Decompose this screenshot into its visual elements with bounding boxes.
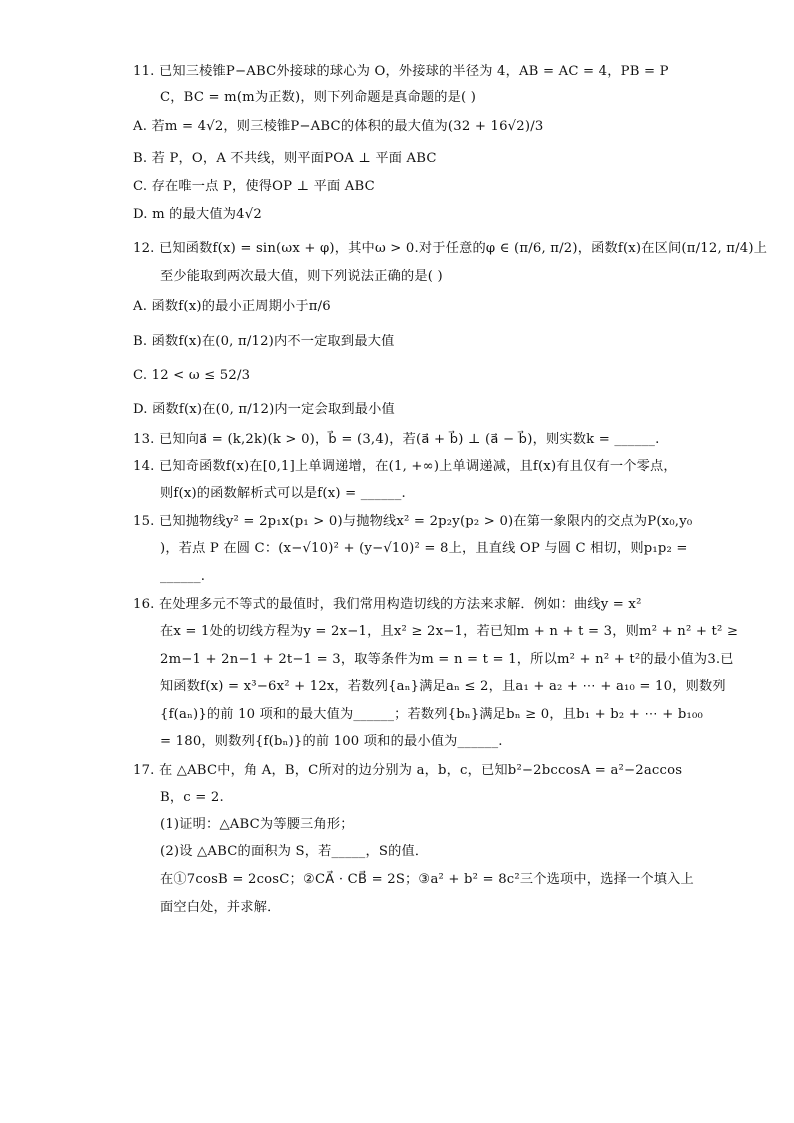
q16-line-2: 在x = 1处的切线方程为y = 2x−1，且x² ≥ 2x−1，若已知m + n + t = 3，则m² + n² + t² ≥ xyxy=(160,624,739,639)
q12-option-b: B. 函数f(x)在(0, π/12)内不一定取到最大值 xyxy=(133,334,395,349)
q17-line-2: B，c = 2. xyxy=(160,790,224,805)
q11-option-c: C. 存在唯一点 P，使得OP ⊥ 平面 ABC xyxy=(133,179,375,194)
q12-option-a: A. 函数f(x)的最小正周期小于π/6 xyxy=(133,299,331,314)
q16-line-5: {f(aₙ)}的前 10 项和的最大值为______；若数列{bₙ}满足bₙ ≥ 0，且b₁ + b₂ + ⋯ + b₁₀₀ xyxy=(160,707,703,722)
q16-line-3: 2m−1 + 2n−1 + 2t−1 = 3，取等条件为m = n = t = 1，所以m² + n² + t²的最小值为3.已 xyxy=(160,652,734,667)
q12-option-d: D. 函数f(x)在(0, π/12)内一定会取到最小值 xyxy=(133,402,395,417)
q11-option-a: A. 若m = 4√2，则三棱锥P−ABC的体积的最大值为(32 + 16√2)/3 xyxy=(133,119,544,134)
q17-line-1: 17. 在 △ABC中，角 A，B，C所对的边分别为 a，b，c，已知b²−2bccosA = a²−2accos xyxy=(133,763,683,778)
q11-option-d: D. m 的最大值为4√2 xyxy=(133,207,262,222)
q16-line-6: = 180，则数列{f(bₙ)}的前 100 项和的最小值为______. xyxy=(160,734,503,749)
q17-choices-line-1: 在①7cosB = 2cosC；②CA⃗ · CB⃗ = 2S；③a² + b² = 8c²三个选项中，选择一个填入上 xyxy=(160,872,694,887)
q13-line-1: 13. 已知向a⃗ = (k,2k)(k > 0)，b⃗ = (3,4)，若(a⃗ + b⃗) ⊥ (a⃗ − b⃗)，则实数k = ______. xyxy=(133,432,660,447)
q11-line-1: 11. 已知三棱锥P−ABC外接球的球心为 O，外接球的半径为 4，AB = AC = 4，PB = P xyxy=(133,64,669,79)
q14-line-2: 则f(x)的函数解析式可以是f(x) = ______. xyxy=(160,486,406,501)
q11-line-2: C，BC = m(m为正数)，则下列命题是真命题的是( ) xyxy=(160,90,477,105)
q17-choices-line-2: 面空白处，并求解． xyxy=(160,900,281,915)
q17-part-2: (2)设 △ABC的面积为 S，若_____，S的值． xyxy=(160,844,429,859)
q12-option-c: C. 12 < ω ≤ 52/3 xyxy=(133,368,251,383)
q16-line-1: 16. 在处理多元不等式的最值时，我们常用构造切线的方法来求解．例如：曲线y = x² xyxy=(133,597,642,612)
q15-line-2: )，若点 P 在圆 C：(x−√10)² + (y−√10)² = 8上，且直线 OP 与圆 C 相切，则p₁p₂ = xyxy=(160,541,688,556)
q12-line-1: 12. 已知函数f(x) = sin(ωx + φ)，其中ω > 0.对于任意的φ ∈ (π/6, π/2)，函数f(x)在区间(π/12, π/4)上 xyxy=(133,241,768,256)
q14-line-1: 14. 已知奇函数f(x)在[0,1]上单调递增，在(1, +∞)上单调递减，且f(x)有且仅有一个零点， xyxy=(133,459,677,474)
q15-line-1: 15. 已知抛物线y² = 2p₁x(p₁ > 0)与抛物线x² = 2p₂y(p₂ > 0)在第一象限内的交点为P(x₀,y₀ xyxy=(133,514,693,529)
q17-part-1: (1)证明：△ABC为等腰三角形； xyxy=(160,817,354,832)
q16-line-4: 知函数f(x) = x³−6x² + 12x，若数列{aₙ}满足aₙ ≤ 2，且a₁ + a₂ + ⋯ + a₁₀ = 10，则数列 xyxy=(160,679,726,694)
q12-line-2: 至少能取到两次最大值，则下列说法正确的是( ) xyxy=(160,269,443,284)
q11-option-b: B. 若 P，O，A 不共线，则平面POA ⊥ 平面 ABC xyxy=(133,151,437,166)
q15-line-3: ______. xyxy=(160,569,206,584)
